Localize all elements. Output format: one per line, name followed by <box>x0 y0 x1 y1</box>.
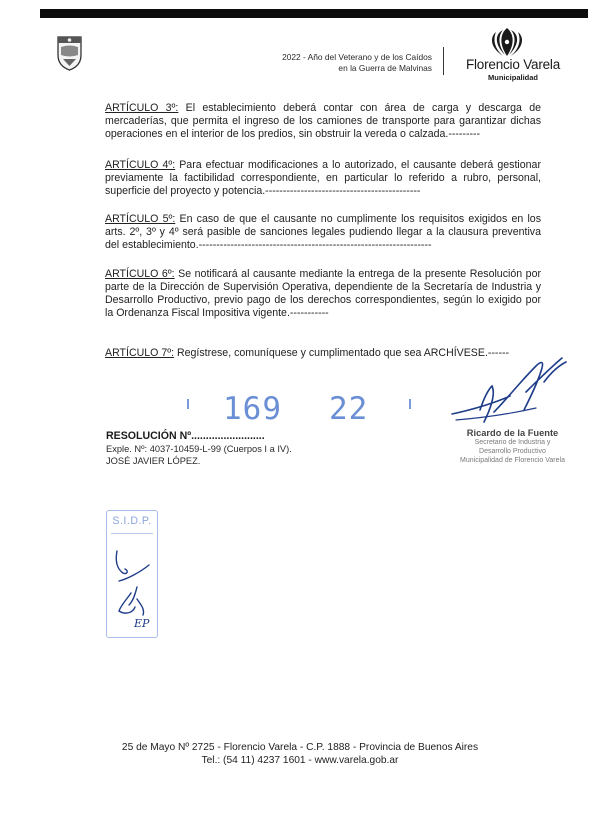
article-6 <box>105 268 541 320</box>
footer-address: 25 de Mayo Nº 2725 - Florencio Varela - C.P. 1888 - Provincia de Buenos Aires <box>121 742 479 753</box>
resolution-label: RESOLUCIÓN Nº......................... <box>106 430 265 442</box>
signer-role-line2: Desarrollo Productivo <box>479 448 546 455</box>
municipality-subtitle: Municipalidad <box>487 73 538 82</box>
expediente-number: Exple. Nº: 4037-10459-L-99 (Cuerpos I a IV). <box>106 444 292 454</box>
resolution-number: 169 <box>223 391 282 427</box>
signer-name: Ricardo de la Fuente <box>466 428 559 438</box>
footer-contact: Tel.: (54 11) 4237 1601 - www.varela.gob.ar <box>201 755 399 766</box>
coat-of-arms-icon <box>55 33 84 71</box>
signer-role-line3: Municipalidad de Florencio Varela <box>460 457 565 464</box>
article-label: ARTÍCULO 6º: <box>105 268 175 280</box>
article-text: Para efectuar modificaciones a lo autorizado, el causante deberá gestionar previamente la factibilidad correspondiente, en particular lo referido a rubro, personal, superficie del proyecto y potencia.-------------------------------------------- <box>105 159 541 197</box>
page-footer <box>60 741 540 767</box>
signer-block <box>440 428 585 465</box>
handwritten-signature <box>440 352 580 437</box>
article-text: Regístrese, comuníquese y cumplimentado que sea ARCHÍVESE.------ <box>174 347 510 359</box>
expediente-block <box>106 443 292 467</box>
scan-top-bar <box>40 9 588 18</box>
sidp-initials: EP <box>134 617 150 630</box>
year-motto-line1: 2022 - Año del Veterano y de los Caídos <box>282 52 432 62</box>
sidp-stamp-divider <box>111 533 153 534</box>
stamp-tick-right <box>409 399 411 409</box>
article-label: ARTÍCULO 5º: <box>105 213 176 225</box>
year-motto <box>200 52 432 74</box>
header-divider <box>443 47 444 75</box>
article-text: Se notificará al causante mediante la entrega de la presente Resolución por parte de la Dirección de Supervisión Operativa, dependiente de la Secretaría de Industria y Desarrollo Productivo, previo pago de los derechos correspondientes, según lo exigido por la Ordenanza Fiscal Impositiva vigente.----------- <box>105 268 541 319</box>
article-5 <box>105 213 541 252</box>
stamp-tick-left <box>187 399 189 409</box>
sidp-stamp-label: S.I.D.P. <box>112 515 152 527</box>
article-label: ARTÍCULO 7º: <box>105 347 175 359</box>
article-label: ARTÍCULO 3º: <box>105 102 179 114</box>
holder-name: JOSÉ JAVIER LÓPEZ. <box>106 456 201 466</box>
resolution-year: 22 <box>329 391 369 427</box>
article-label: ARTÍCULO 4º: <box>105 159 176 171</box>
sidp-initials-scribble <box>107 535 159 635</box>
year-motto-line2: en la Guerra de Malvinas <box>338 63 432 73</box>
florencio-varela-logo-icon <box>486 26 528 58</box>
sidp-stamp <box>106 510 158 638</box>
article-3 <box>105 102 541 141</box>
article-text: El establecimiento deberá contar con área de carga y descarga de mercaderías, que permita el ingreso de los camiones de transporte para garantizar dichas operaciones en el interior de los predios, sin obstruir la vereda o calzada.--------- <box>105 102 542 140</box>
municipality-name: Florencio Varela <box>465 57 561 72</box>
article-4 <box>105 159 541 198</box>
resolution-number-stamp <box>181 391 421 431</box>
signer-role-line1: Secretario de Industria y <box>474 439 551 446</box>
article-text: En caso de que el causante no cumplimente los requisitos exigidos en los arts. 2º, 3º y 4º será pasible de sanciones legales pudiendo llegar a la clausura preventiva del establecimiento.------------------------------------------------------------------ <box>105 213 541 251</box>
